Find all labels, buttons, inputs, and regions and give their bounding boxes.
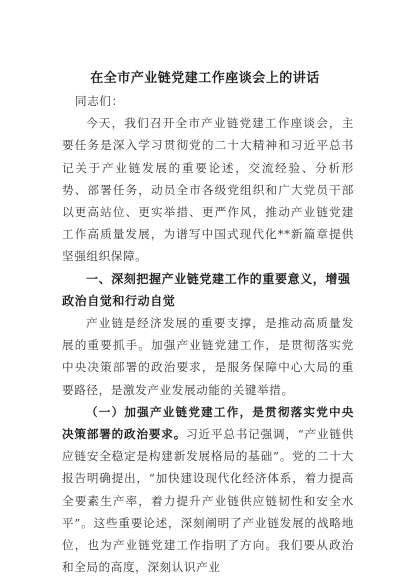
subheading-1: （一）加强产业链党建工作，是贯彻落实党中央决策部署的政治要求。: [62, 404, 354, 442]
document-title: 在全市产业链党建工作座谈会上的讲话: [90, 71, 320, 86]
document-body: [62, 90, 354, 578]
paragraph-intro: 今天，我们召开全市产业链党建工作座谈会，主要任务是深入学习贯彻党的二十大精神和习近平总书记关于产业链发展的重要论述，交流经验、分析形势、部署任务，动员全市各级党组织和广大党员干部以更高站位、更实举措、更严作风，推动产业链党建工作高质量发展，为谱写中国式现代化**新篇章提供坚强组织保障。: [62, 116, 354, 264]
paragraph-section-1: 产业链是经济发展的重要支撑，是推动高质量发展的重要抓手。加强产业链党建工作，是贯彻落实党中央决策部署的政治要求，是服务保障中心大局的重要路径，是激发产业发展动能的关键举措。: [62, 316, 354, 397]
greeting: 同志们：: [75, 94, 124, 108]
section-heading-1: 一、深刻把握产业链党建工作的重要意义，增强政治自觉和行动自觉: [62, 271, 351, 308]
paragraph-subsection-1: [62, 401, 354, 579]
subsection-1-text: 习近平总书记强调，“产业链供应链安全稳定是构建新发展格局的基础”。党的二十大报告明确提出，“加快建设现代化经济体系，着力提高全要素生产率，着力提升产业链供应链韧性和安全水平”。这些重要论述，深刻阐明了产业链发展的战略地位，也为产业链党建工作指明了方向。我们要从政治和全局的高度，深刻认识产业: [62, 427, 354, 575]
